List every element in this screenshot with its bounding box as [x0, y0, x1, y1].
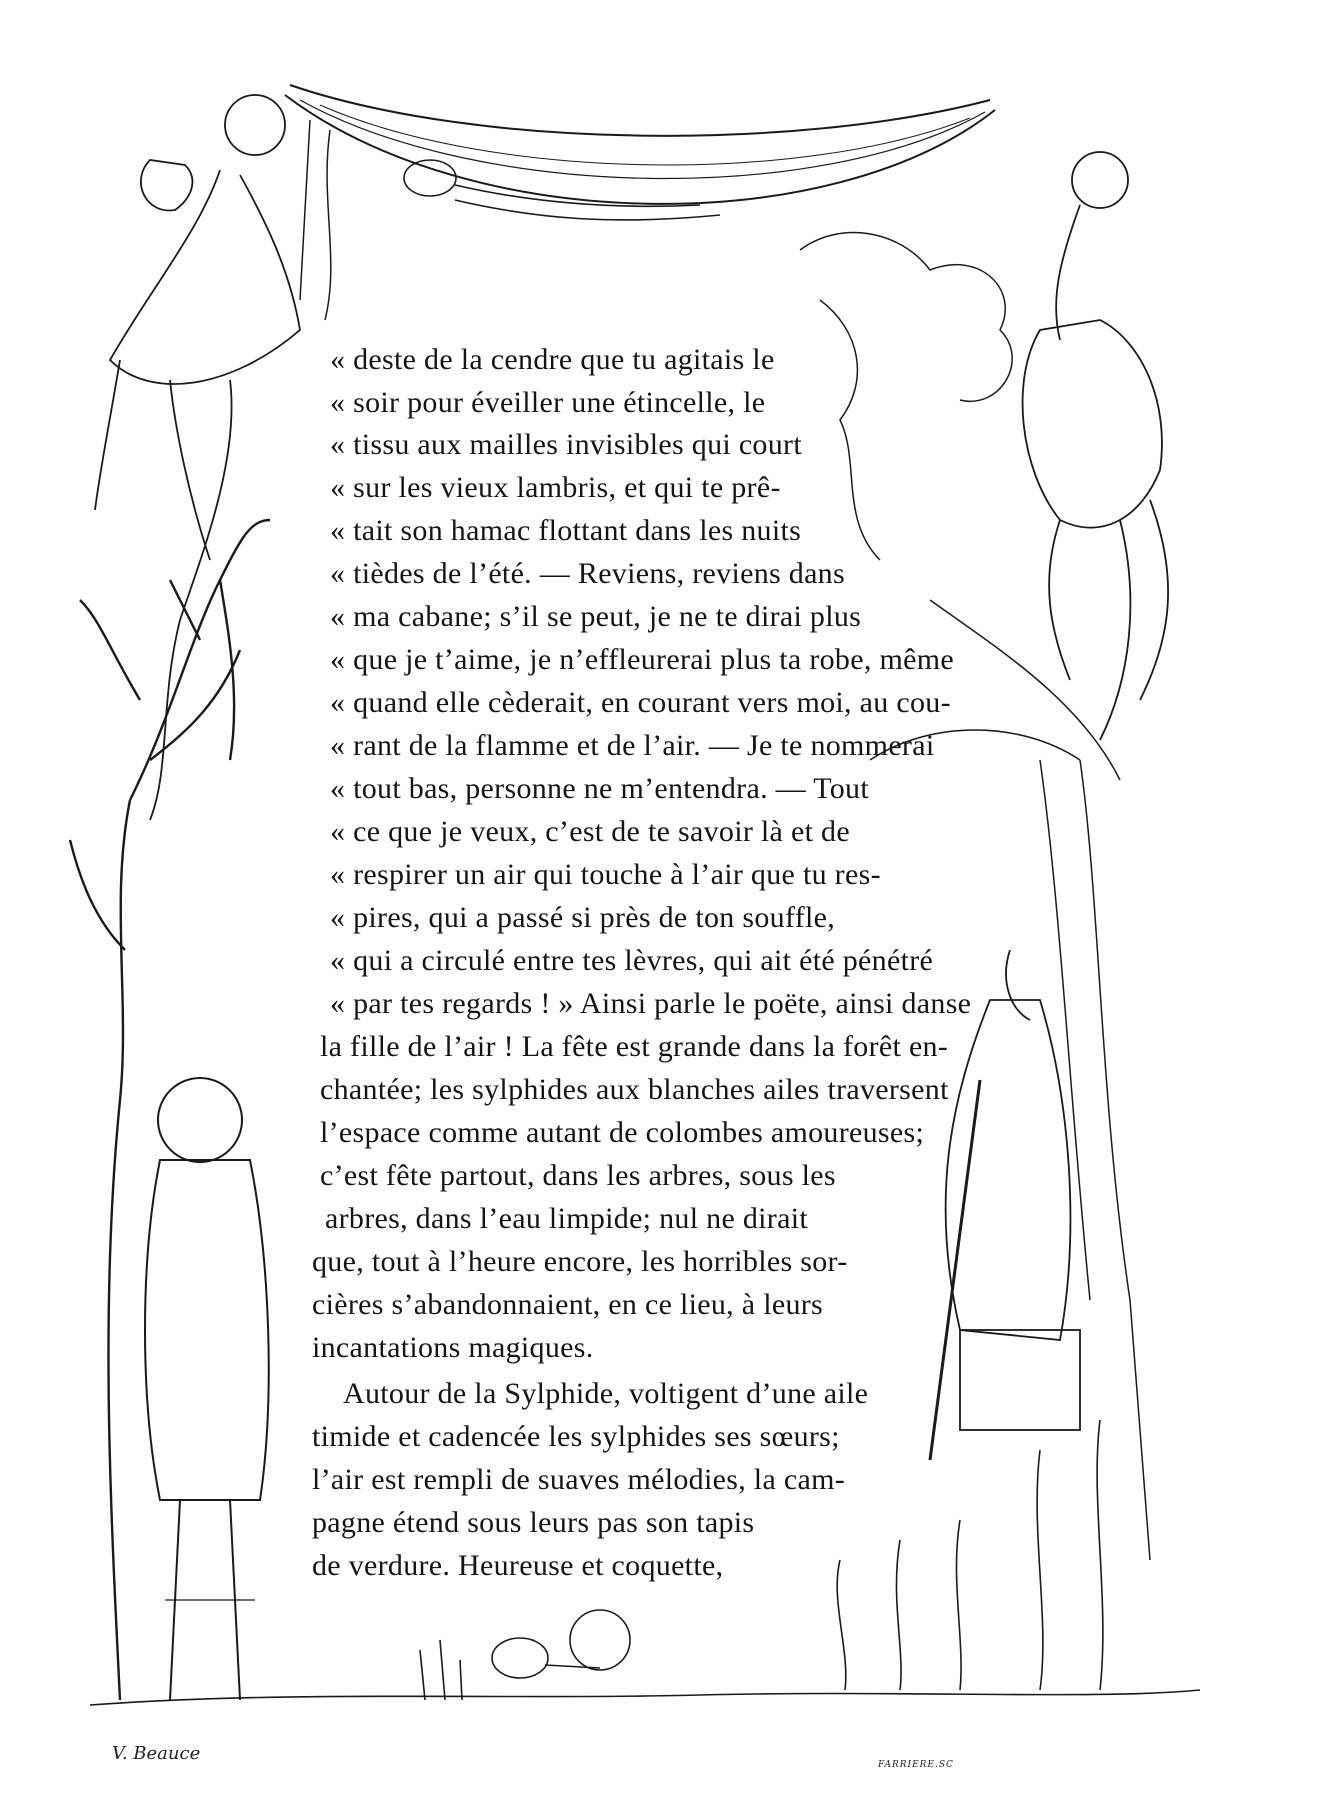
text-line: « soir pour éveiller une étincelle, le: [330, 386, 766, 419]
text-line: « tièdes de l’été. — Reviens, reviens dans: [330, 557, 845, 590]
text-line: « tait son hamac flottant dans les nuits: [330, 514, 802, 547]
text-line: « rant de la flamme et de l’air. — Je te nommerai: [330, 729, 935, 762]
text-line: timide et cadencée les sylphides ses sœurs;: [312, 1420, 840, 1453]
text-line: « respirer un air qui touche à l’air que tu res-: [330, 858, 881, 891]
text-line: que, tout à l’heure encore, les horribles sor-: [312, 1245, 848, 1278]
text-line: la fille de l’air ! La fête est grande dans la forêt en-: [320, 1030, 949, 1063]
text-line: « pires, qui a passé si près de ton souffle,: [330, 901, 836, 934]
artist-signature: V. Beauce: [112, 1743, 201, 1764]
text-line: « tout bas, personne ne m’entendra. — Tout: [330, 772, 869, 805]
text-line: chantée; les sylphides aux blanches ailes traversent: [320, 1073, 949, 1106]
text-line: « que je t’aime, je n’effleurerai plus ta robe, même: [330, 643, 954, 676]
text-line: de verdure. Heureuse et coquette,: [312, 1549, 724, 1582]
text-line: « sur les vieux lambris, et qui te prê-: [330, 471, 781, 504]
text-line: c’est fête partout, dans les arbres, sous les: [320, 1159, 836, 1192]
text-line: « qui a circulé entre tes lèvres, qui ait été pénétré: [330, 944, 934, 977]
text-line: « ma cabane; s’il se peut, je ne te dirai plus: [330, 600, 862, 633]
text-line: « quand elle cèderait, en courant vers moi, au cou-: [330, 686, 951, 719]
text-line: « deste de la cendre que tu agitais le: [330, 343, 775, 376]
text-line: l’espace comme autant de colombes amoureuses;: [320, 1116, 925, 1149]
text-line: « ce que je veux, c’est de te savoir là et de: [330, 815, 850, 848]
text-line: pagne étend sous leurs pas son tapis: [312, 1506, 755, 1539]
text-line: arbres, dans l’eau limpide; nul ne dirait: [325, 1202, 808, 1235]
engraver-credit: FARRIERE.SC: [878, 1760, 954, 1770]
text-line: Autour de la Sylphide, voltigent d’une aile: [343, 1377, 869, 1410]
text-line: l’air est rempli de suaves mélodies, la cam-: [312, 1463, 846, 1496]
text-line: cières s’abandonnaient, en ce lieu, à leurs: [312, 1288, 824, 1321]
text-line: « tissu aux mailles invisibles qui court: [330, 428, 802, 461]
text-line: incantations magiques.: [312, 1331, 594, 1364]
text-line: « par tes regards ! » Ainsi parle le poëte, ainsi danse: [330, 987, 972, 1020]
